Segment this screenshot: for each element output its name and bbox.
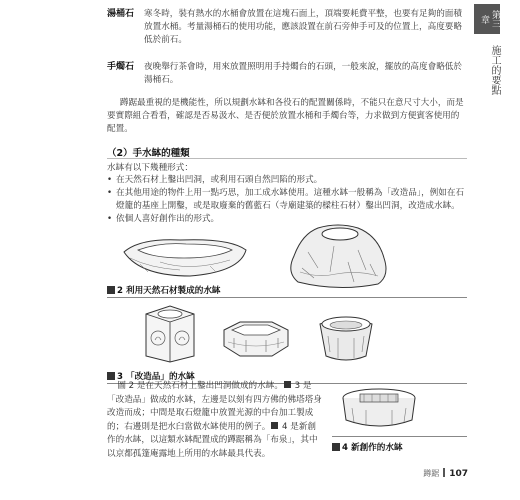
figure-number: 3	[117, 372, 123, 382]
figure-4-new-basin	[338, 386, 420, 432]
footer-divider	[443, 468, 445, 477]
term-label: 湯桶石	[107, 9, 135, 19]
term-label: 手燭石	[107, 62, 135, 72]
section-intro: 水缽有以下幾種形式：	[107, 163, 193, 173]
term-teshoku-ishi	[107, 61, 467, 87]
figure-3-mortar-basin	[316, 312, 376, 364]
explanation-fig2: 圖 2 是在天然石材上鑿出凹洞做成的水缽。	[117, 381, 283, 391]
explanation-fig4: 4 是新創作的水缽，以這類水缽配置成的蹲踞稱為「布泉」，其中以京都孤篷庵露地上所用的水缽最具代表。	[107, 421, 318, 459]
section-divider	[107, 158, 467, 159]
figure-4-caption	[332, 441, 403, 453]
chapter-tab	[474, 4, 500, 104]
figure-marker-icon	[271, 422, 278, 429]
list-item: • 依個人喜好創作出的形式。	[107, 213, 467, 226]
page-footer	[423, 468, 468, 479]
figure-number: 2	[117, 286, 123, 296]
chapter-number: 第三章	[474, 4, 500, 34]
term-text: 夜晚舉行茶會時，用來放置照明用手持燭台的石頭，一般來說，擺放的高度會略低於湯桶石。	[144, 62, 462, 85]
figure-number: 4	[342, 443, 348, 453]
caption-rule	[107, 297, 467, 298]
figure-3-stupa-basin	[140, 302, 200, 364]
list-item: • 在天然石材上鑿出凹洞，或利用石頭自然凹陷的形式。	[107, 174, 467, 187]
explanation-fig3: 3 是「改造品」做成的水缽，左邊是以刻有四方佛的佛塔塔身改造而成；中間是取石燈籠中放置光源的中台加工製成的；右邊則是把水臼當做水缽使用的例子。	[107, 381, 322, 432]
figure-caption-text: 利用天然石材製成的水缽	[125, 286, 221, 296]
term-text: 寒冬時，裝有熱水的水桶會放置在這塊石面上，頂端要耗費平整，也要有足夠的面積放置水桶。考量湯桶石的使用功能，應該設置在前石旁伸手可及的位置上，高度要略低於前石。	[144, 9, 462, 45]
figure-caption-text: 新創作的水缽	[350, 443, 403, 453]
caption-rule	[332, 436, 467, 437]
page-number: 107	[449, 469, 468, 479]
figure-explanation-paragraph	[107, 380, 322, 462]
figure-2-natural-stone-basin-b	[278, 212, 398, 292]
figure-2-caption	[107, 284, 221, 296]
list-item: • 在其他用途的物件上用一點巧思，加工成水缽使用。這種水缽一般稱為「改造品」，例如在石燈籠的基座上開鑿，或是取廢棄的舊藍石（寺廟建築的樑柱石材）鑿出凹洞，改造成水缽。	[107, 187, 467, 213]
figure-marker-icon	[107, 372, 115, 380]
term-yuoke-ishi	[107, 8, 467, 47]
figure-3-lantern-basin	[220, 316, 292, 360]
body-paragraph: 蹲踞最重視的是機能性，所以規劃水缽和各役石的配置關係時，不能只在意尺寸大小，而是要實際組合看看，確認是否易汲水、是否便於放置水桶和手燭台等，力求做到方便賓客使用的配置。	[107, 98, 464, 134]
figure-2-natural-stone-basin-a	[120, 232, 250, 282]
chapter-title: 施工的要點	[489, 45, 500, 95]
figure-caption-text: 「改造品」的水缽	[125, 372, 195, 382]
figure-marker-icon	[284, 381, 291, 388]
figure-marker-icon	[332, 443, 340, 451]
figure-marker-icon	[107, 286, 115, 294]
footer-section: 蹲踞	[423, 469, 440, 478]
section-title: （2）手水缽的種類	[107, 148, 190, 159]
